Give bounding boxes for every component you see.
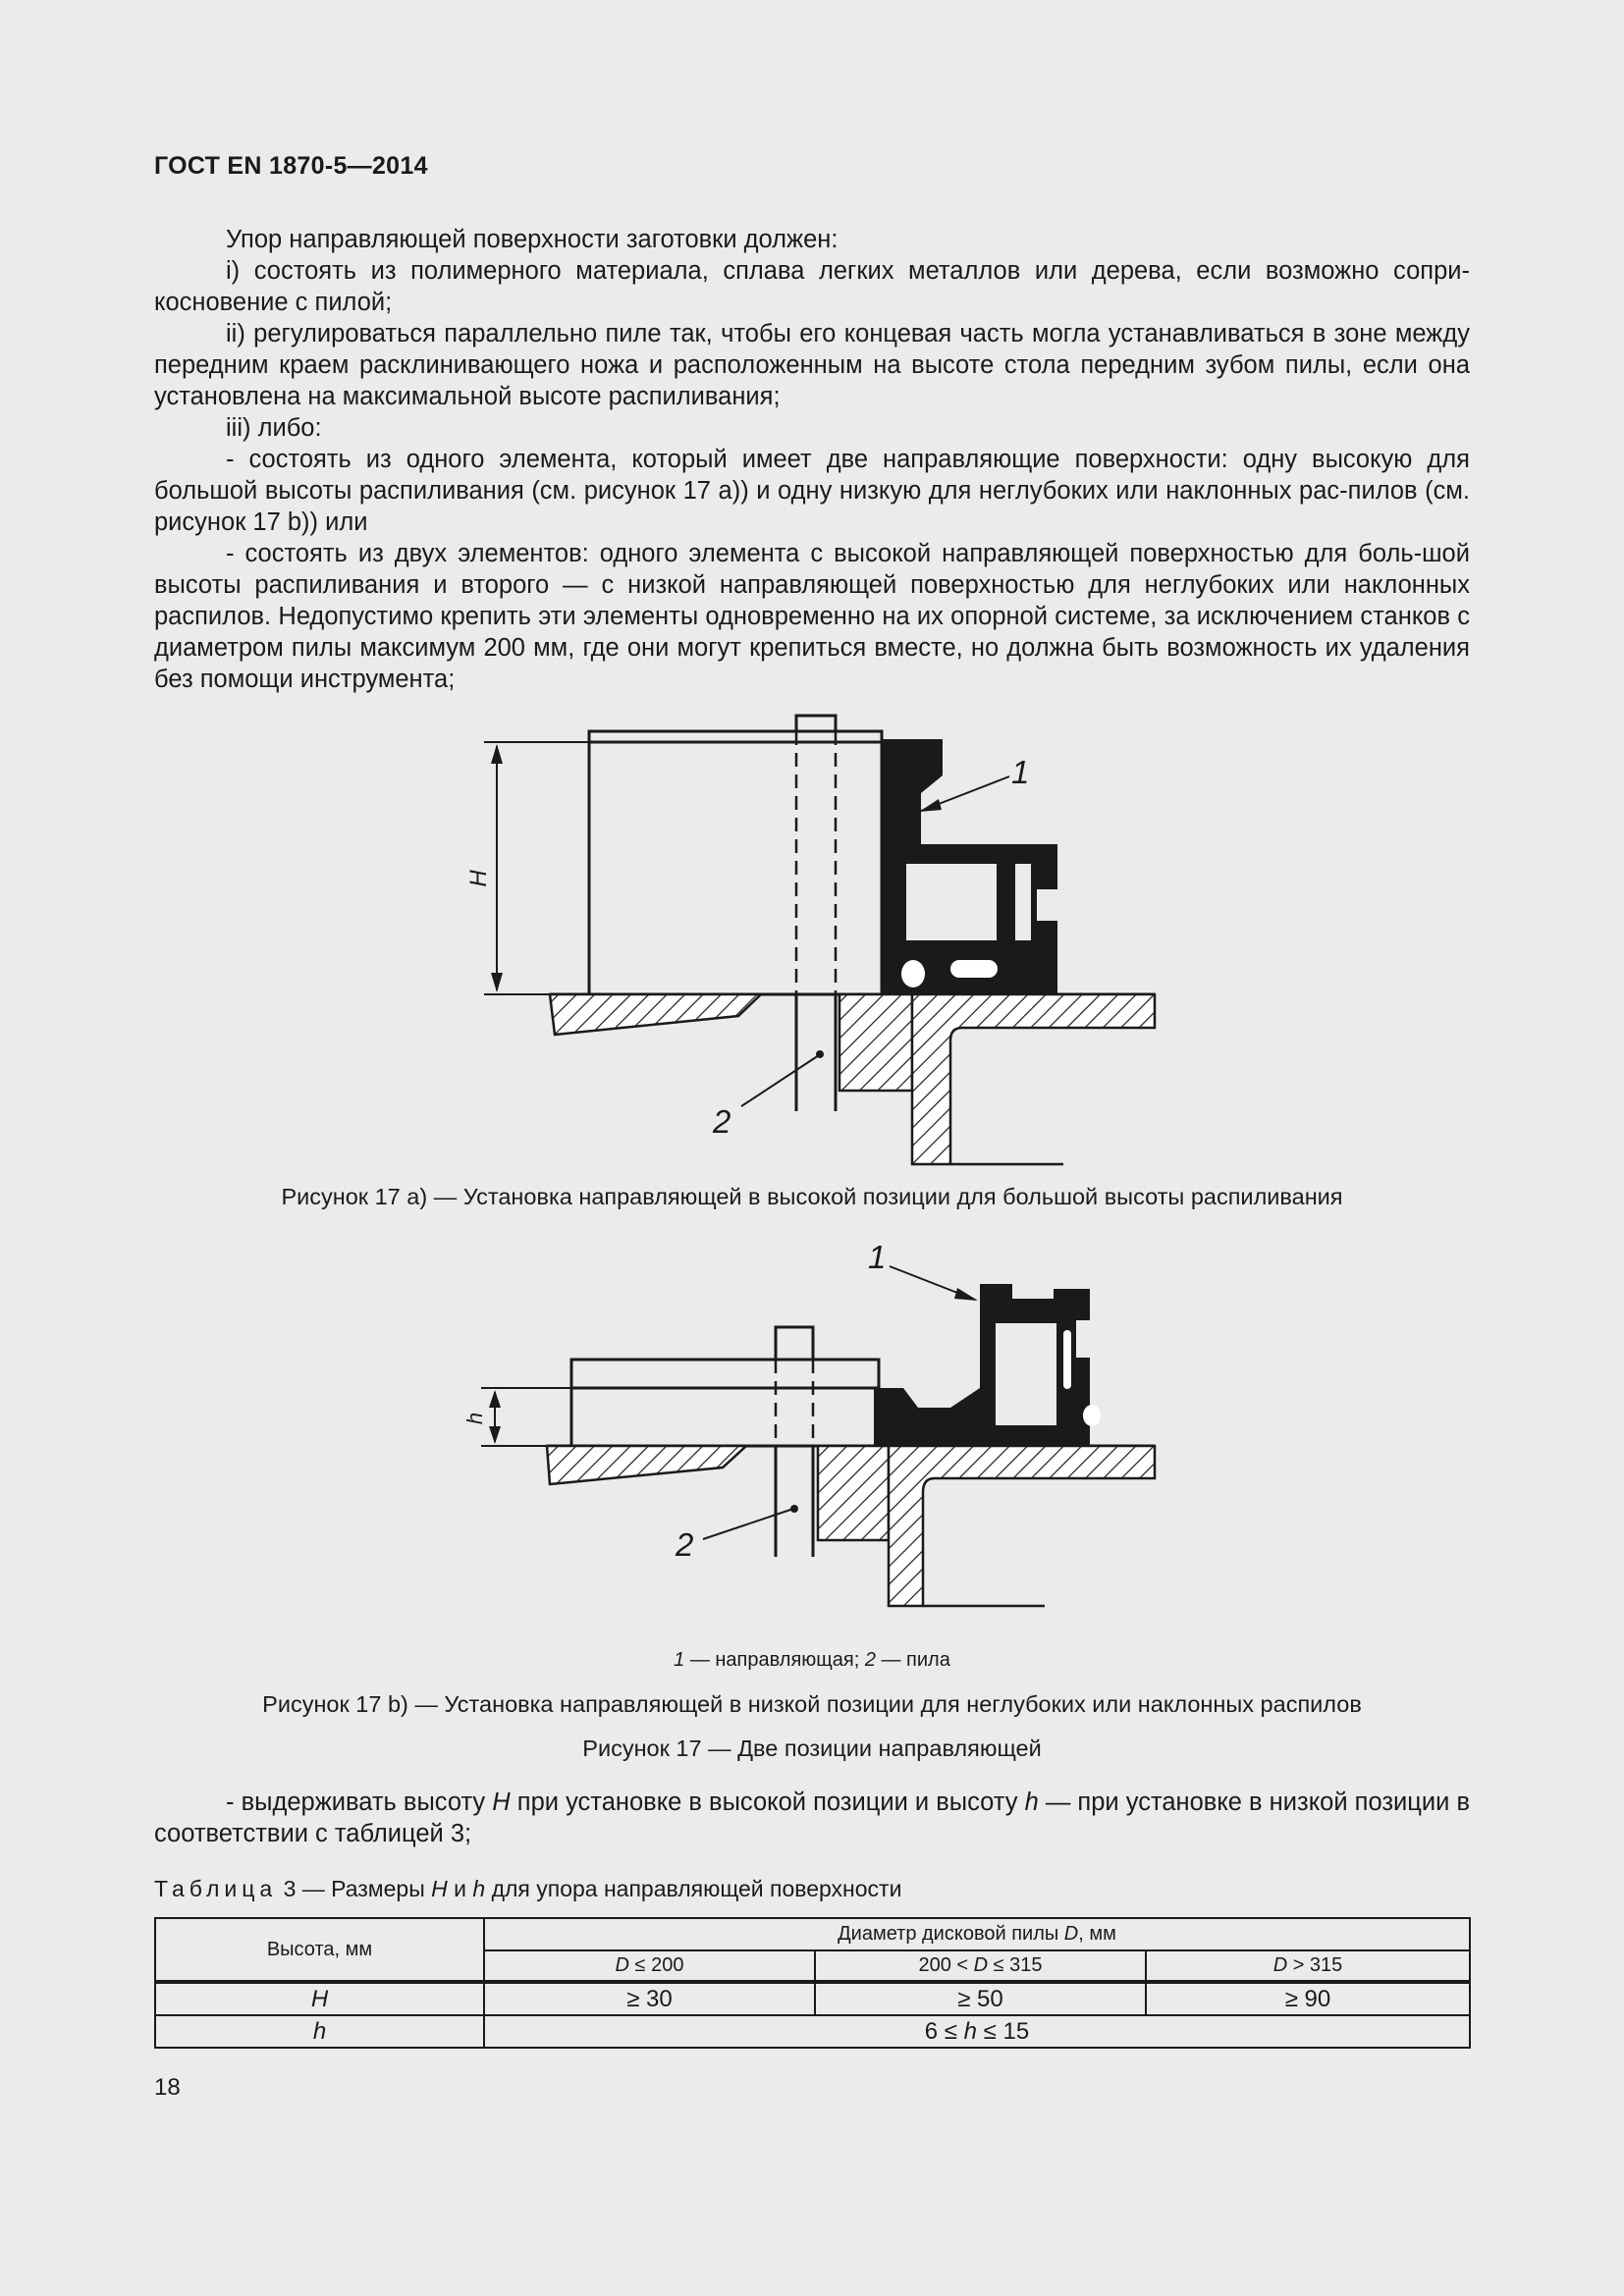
fence-profile	[874, 1284, 1090, 1446]
figure-17a	[0, 707, 1624, 1178]
workpiece	[571, 1360, 879, 1446]
col-header-d2: 200 < D ≤ 315	[815, 1950, 1146, 1982]
callout-1: 1	[868, 1239, 887, 1275]
table-insert	[818, 1446, 889, 1540]
paragraph: - состоять из одного элемента, который имеет две направляющие поверхности: одну высокую для большой высоты распиливания (см. рисунок 17 а)) и одну низкую для неглубоких или наклонных рас-пилов (см. рисунок 17 b)) или	[154, 446, 1470, 536]
callout-1: 1	[1011, 754, 1030, 790]
table-row	[155, 2015, 1470, 2048]
body-text	[154, 224, 1470, 695]
figure-17a-drawing	[0, 707, 1624, 1178]
callout-2: 2	[676, 1526, 694, 1563]
figure-17-title: Рисунок 17 — Две позиции направляющей	[582, 1735, 1042, 1761]
paragraph: i) состоять из полимерного материала, сплава легких металлов или дерева, если возможно сопри-косновение с пилой;	[154, 257, 1470, 316]
table-top	[547, 1446, 746, 1484]
paragraph: - состоять из двух элементов: одного элемента с высокой направляющей поверхностью для боль-шой высоты распиливания и второго — с низкой направляющей поверхностью для неглубоких или наклонных распилов. Недопустимо крепить эти элементы одновременно на их опорной системе, за исключением станков с диаметром пилы максимум 200 мм, где они могут крепиться вместе, но должна быть возможность их удаления без помощи инструмента;	[154, 540, 1470, 693]
table-insert	[839, 994, 912, 1091]
paragraph: Упор направляющей поверхности заготовки должен:	[226, 226, 839, 253]
col-header-d1: D ≤ 200	[484, 1950, 815, 1982]
page-number: 18	[154, 2074, 181, 2101]
callout-2: 2	[713, 1103, 731, 1140]
figure-legend: 1 — направляющая; 2 — пила	[674, 1649, 950, 1671]
table-cell: ≥ 30	[484, 1982, 815, 2015]
body-text-after	[154, 1787, 1470, 1849]
dimensions-table	[154, 1917, 1471, 2049]
figure-17b	[0, 1239, 1624, 1651]
paragraph: - выдерживать высоту H при установке в высокой позиции и высоту h — при установке в низкой позиции в соответствии с таблицей 3;	[154, 1789, 1471, 1847]
table-title: Таблица 3 — Размеры H и h для упора направляющей поверхности	[154, 1876, 902, 1901]
col-header-d3: D > 315	[1146, 1950, 1470, 1982]
row-label: h	[155, 2015, 484, 2048]
row-label: H	[155, 1982, 484, 2015]
figure-17a-caption: Рисунок 17 а) — Установка направляющей в высокой позиции для большой высоты распиливания	[281, 1184, 1343, 1209]
saw-blade	[796, 716, 836, 731]
label-h: h	[462, 1412, 487, 1425]
fence-profile	[881, 739, 1057, 995]
col-header-diameter: Диаметр дисковой пилы D, мм	[484, 1918, 1470, 1950]
paragraph: iii) либо:	[226, 414, 322, 442]
figure-17b-caption: Рисунок 17 b) — Установка направляющей в низкой позиции для неглубоких или наклонных распилов	[262, 1691, 1362, 1717]
paragraph: ii) регулироваться параллельно пиле так, чтобы его концевая часть могла устанавливаться в зоне между передним краем расклинивающего ножа и расположенным на высоте стола передним зубом пилы, если она установлена на максимальной высоте распиливания;	[154, 320, 1470, 410]
table-cell: ≥ 50	[815, 1982, 1146, 2015]
saw-blade	[776, 1327, 813, 1360]
figure-17b-drawing	[0, 1239, 1624, 1651]
workpiece	[589, 731, 882, 994]
col-header-height: Высота, мм	[155, 1918, 484, 1982]
document-header: ГОСТ EN 1870-5—2014	[154, 152, 428, 180]
table-top	[550, 994, 761, 1035]
table-cell: 6 ≤ h ≤ 15	[484, 2015, 1470, 2048]
table-row	[155, 1982, 1470, 2015]
label-H: H	[465, 870, 492, 887]
table-cell: ≥ 90	[1146, 1982, 1470, 2015]
